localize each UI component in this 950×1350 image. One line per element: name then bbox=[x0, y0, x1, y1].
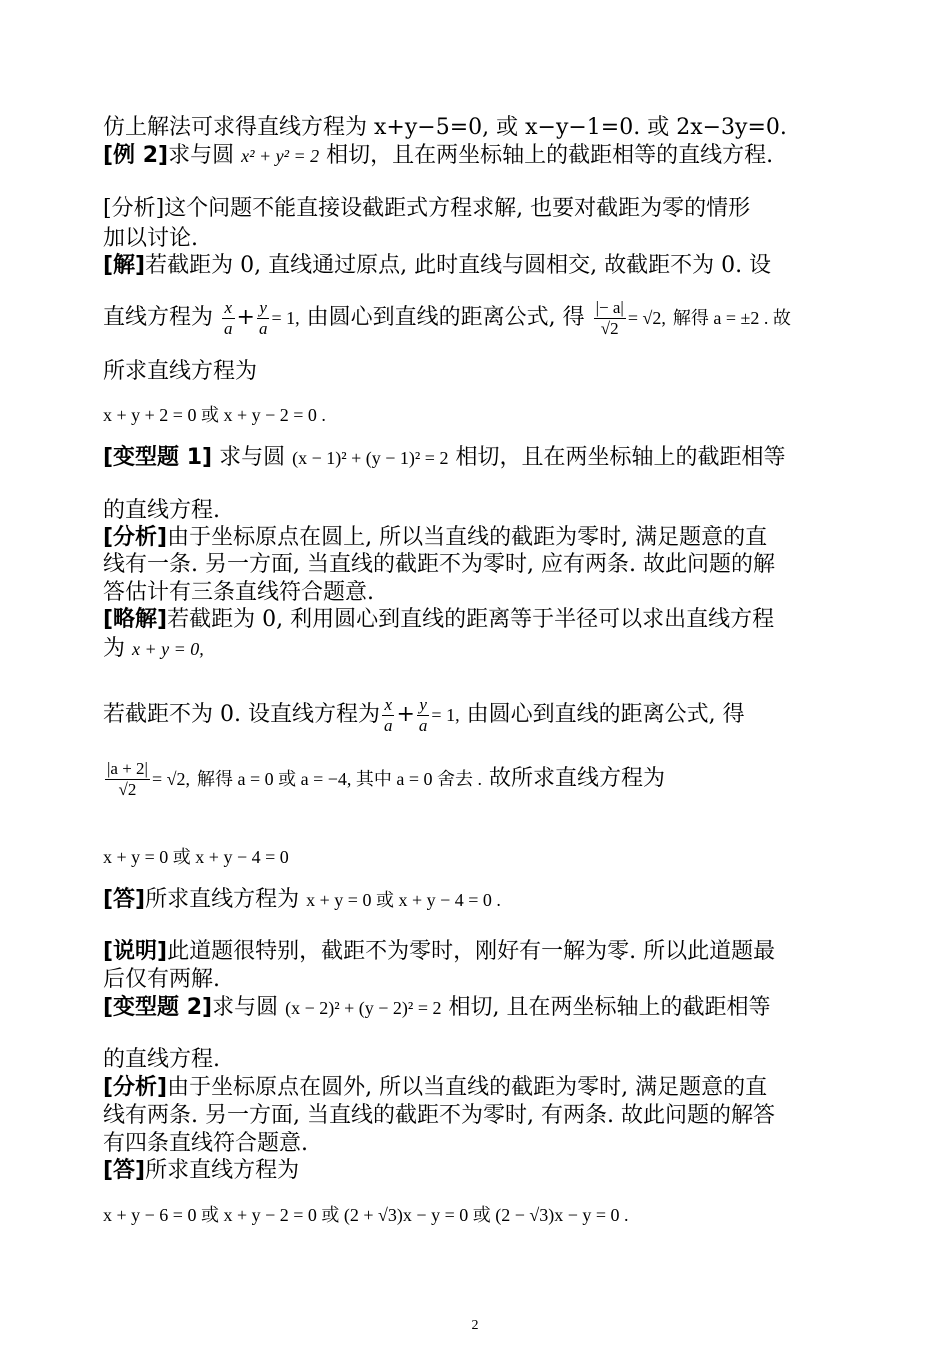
text-line: 加以讨论. bbox=[103, 226, 198, 251]
analysis-line: [分析]由于坐标原点在圆外, 所以当直线的截距为零时, 满足题意的直 bbox=[103, 1075, 768, 1100]
label-solution: [解] bbox=[103, 253, 146, 278]
equation-line: x + y = 0 或 x + y − 4 = 0 bbox=[103, 847, 289, 867]
fraction-x-over-a: $\frac{x}{a}$ bbox=[383, 694, 393, 735]
text-line: 的直线方程. bbox=[103, 1047, 220, 1072]
text-line: 后仅有两解. bbox=[103, 967, 220, 992]
brief-solution-line: [略解]若截距为 0, 利用圆心到直线的距离等于半径可以求出直线方程 bbox=[103, 607, 775, 632]
label-analysis: [分析] bbox=[103, 1075, 168, 1100]
equation-line: x + y + 2 = 0 或 x + y − 2 = 0 . bbox=[103, 405, 326, 425]
circle-equation: x² + y² = 2 bbox=[241, 146, 320, 166]
text-line: [分析]这个问题不能直接设截距式方程求解, 也要对截距为零的情形 bbox=[103, 196, 751, 221]
equation-line: x + y − 6 = 0 或 x + y − 2 = 0 或 (2 + √3)x − y = 0 或 (2 − √3)x − y = 0 . bbox=[103, 1205, 629, 1225]
text-line: 线有两条. 另一方面, 当直线的截距不为零时, 有两条. 故此问题的解答 bbox=[103, 1103, 775, 1128]
circle-equation: (x − 1)² + (y − 1)² = 2 bbox=[292, 448, 449, 468]
text-line: 的直线方程. bbox=[103, 498, 220, 523]
answer-line: [答]所求直线方程为 bbox=[103, 1158, 300, 1183]
label-analysis: [分析] bbox=[103, 525, 168, 550]
fraction-distance: $\frac{|- a|}{√2}$ bbox=[595, 297, 624, 338]
example-2-line: [例 2]求与圆 x² + y² = 2 相切，且在两坐标轴上的截距相等的直线方程. bbox=[103, 143, 774, 168]
label-variant-2: [变型题 2] bbox=[103, 995, 213, 1020]
solution-line: [解]若截距为 0, 直线通过原点, 此时直线与圆相交, 故截距不为 0. 设 bbox=[103, 253, 772, 278]
text-line: 线有一条. 另一方面, 当直线的截距不为零时, 应有两条. 故此问题的解 bbox=[103, 552, 775, 577]
label-brief-solution: [略解] bbox=[103, 607, 168, 632]
text-line: 仿上解法可求得直线方程为 x+y−5=0, 或 x−y−1=0. 或 2x−3y=0. bbox=[103, 115, 787, 140]
answer-line: [答]所求直线方程为 x + y = 0 或 x + y − 4 = 0 . bbox=[103, 887, 501, 912]
analysis-line: [分析]由于坐标原点在圆上, 所以当直线的截距为零时, 满足题意的直 bbox=[103, 525, 768, 550]
text-line: 有四条直线符合题意. bbox=[103, 1131, 308, 1156]
label-answer: [答] bbox=[103, 887, 146, 912]
formula-line: 直线方程为 $\frac{x}{a}$ + $\frac{y}{a}$ = 1, 由圆心到直线的距离公式, 得 $\frac{|- a|}{√2}$ = √2, 解得 a = ±2 . 故 bbox=[103, 297, 791, 338]
label-note: [说明] bbox=[103, 939, 168, 964]
label-answer: [答] bbox=[103, 1158, 146, 1183]
text-line: 答估计有三条直线符合题意. bbox=[103, 580, 374, 605]
formula-line: $\frac{|a + 2|}{√2}$ = √2, 解得 a = 0 或 a = −4, 其中 a = 0 舍去 . 故所求直线方程为 bbox=[107, 758, 666, 799]
page-number: 2 bbox=[471, 1318, 479, 1333]
text-line: 所求直线方程为 bbox=[103, 359, 258, 384]
formula-line: 若截距不为 0. 设直线方程为 $\frac{x}{a}$ + $\frac{y}{a}$ = 1, 由圆心到直线的距离公式, 得 bbox=[103, 694, 745, 735]
variant-1-line: [变型题 1] 求与圆 (x − 1)² + (y − 1)² = 2 相切，且在两坐标轴上的截距相等 bbox=[103, 445, 786, 470]
fraction-y-over-a: $\frac{y}{a}$ bbox=[258, 297, 268, 338]
fraction-x-over-a: $\frac{x}{a}$ bbox=[224, 297, 233, 338]
label-example-2: [例 2] bbox=[103, 143, 169, 168]
note-line: [说明]此道题很特别，截距不为零时，刚好有一解为零. 所以此道题最 bbox=[103, 939, 776, 964]
text-line: 为 x + y = 0, bbox=[103, 636, 204, 661]
circle-equation: (x − 2)² + (y − 2)² = 2 bbox=[285, 998, 442, 1018]
label-variant-1: [变型题 1] bbox=[103, 445, 213, 470]
variant-2-line: [变型题 2]求与圆 (x − 2)² + (y − 2)² = 2 相切, 且在两坐标轴上的截距相等 bbox=[103, 995, 771, 1020]
fraction-distance: $\frac{|a + 2|}{√2}$ bbox=[107, 758, 148, 799]
fraction-y-over-a: $\frac{y}{a}$ bbox=[418, 694, 428, 735]
